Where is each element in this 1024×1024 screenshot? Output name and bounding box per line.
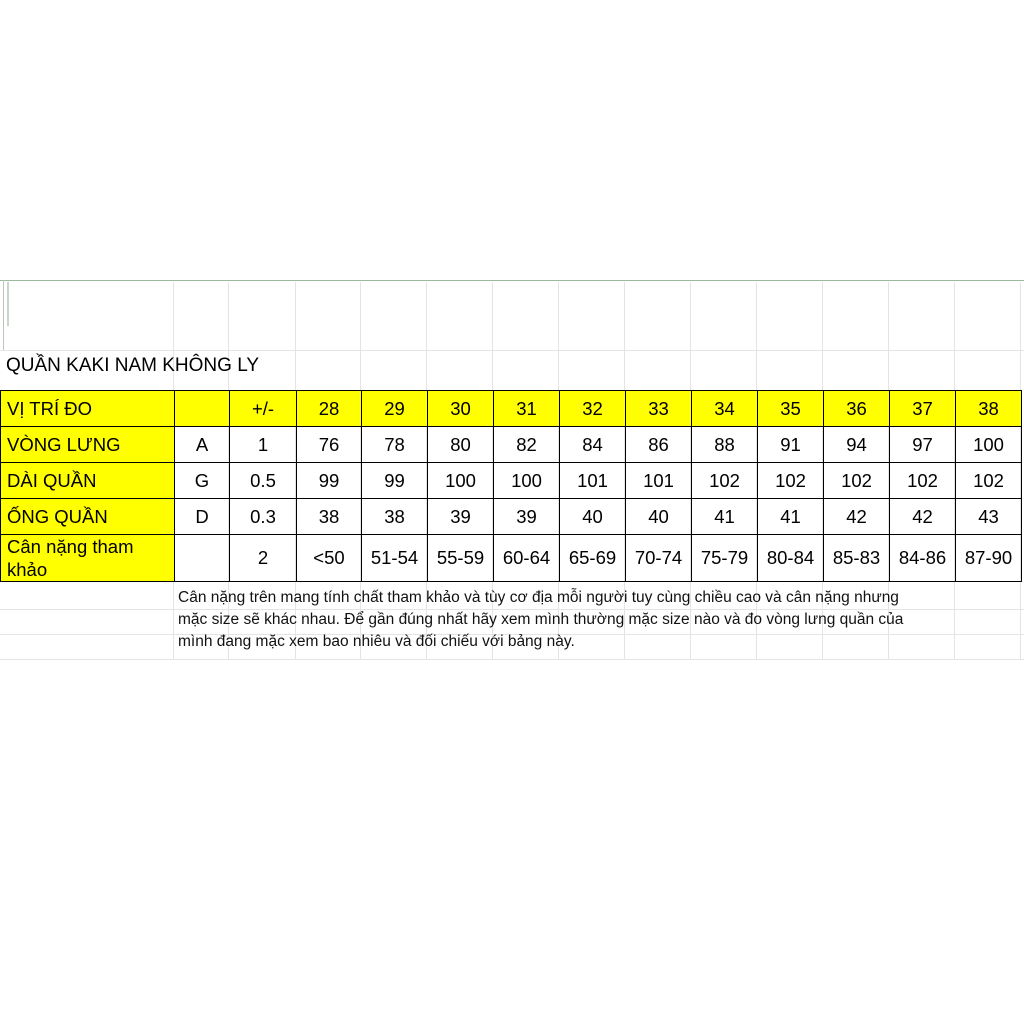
table-cell: 102 bbox=[824, 463, 890, 499]
row-code bbox=[175, 535, 230, 582]
table-cell: 80 bbox=[428, 427, 494, 463]
table-cell: 78 bbox=[362, 427, 428, 463]
table-cell: 101 bbox=[626, 463, 692, 499]
table-cell: 94 bbox=[824, 427, 890, 463]
table-cell: 70-74 bbox=[626, 535, 692, 582]
row-code: G bbox=[175, 463, 230, 499]
table-cell: 75-79 bbox=[692, 535, 758, 582]
table-cell: 39 bbox=[428, 499, 494, 535]
table-cell: 51-54 bbox=[362, 535, 428, 582]
table-cell: 38 bbox=[297, 499, 362, 535]
table-cell: 40 bbox=[626, 499, 692, 535]
table-cell: 102 bbox=[758, 463, 824, 499]
sheet-top-edge bbox=[0, 280, 1024, 281]
size-36: 36 bbox=[824, 391, 890, 427]
row-tolerance: 2 bbox=[230, 535, 297, 582]
table-cell: 91 bbox=[758, 427, 824, 463]
table-cell: 101 bbox=[560, 463, 626, 499]
size-28: 28 bbox=[297, 391, 362, 427]
note-line: Cân nặng trên mang tính chất tham khảo và tùy cơ địa mỗi người tuy cùng chiều cao và cân nặng nhưng bbox=[178, 589, 899, 606]
note-line: mình đang mặc xem bao nhiêu và đối chiếu với bảng này. bbox=[178, 633, 575, 650]
row-label: VÒNG LƯNG bbox=[1, 427, 175, 463]
row-label: Cân nặng tham khảo bbox=[1, 535, 175, 582]
size-37: 37 bbox=[890, 391, 956, 427]
gridline bbox=[0, 659, 1024, 660]
table-cell: 43 bbox=[956, 499, 1022, 535]
size-34: 34 bbox=[692, 391, 758, 427]
sheet-left-edge bbox=[3, 280, 4, 350]
table-cell: 88 bbox=[692, 427, 758, 463]
row-label: DÀI QUẦN bbox=[1, 463, 175, 499]
table-cell: 87-90 bbox=[956, 535, 1022, 582]
table-cell: 102 bbox=[956, 463, 1022, 499]
table-cell: 102 bbox=[692, 463, 758, 499]
table-cell: 39 bbox=[494, 499, 560, 535]
table-cell: 86 bbox=[626, 427, 692, 463]
table-cell: 99 bbox=[362, 463, 428, 499]
table-cell: 65-69 bbox=[560, 535, 626, 582]
table-cell: 41 bbox=[692, 499, 758, 535]
header-code bbox=[175, 391, 230, 427]
table-cell: 102 bbox=[890, 463, 956, 499]
table-cell: 42 bbox=[824, 499, 890, 535]
table-cell: 40 bbox=[560, 499, 626, 535]
header-row bbox=[1, 391, 1022, 427]
table-cell: 42 bbox=[890, 499, 956, 535]
table-cell: 97 bbox=[890, 427, 956, 463]
row-code: A bbox=[175, 427, 230, 463]
table-cell: 84-86 bbox=[890, 535, 956, 582]
row-tolerance: 0.3 bbox=[230, 499, 297, 535]
reference-note bbox=[178, 587, 1024, 653]
size-33: 33 bbox=[626, 391, 692, 427]
table-cell: 76 bbox=[297, 427, 362, 463]
table-cell: 100 bbox=[956, 427, 1022, 463]
table-cell: <50 bbox=[297, 535, 362, 582]
table-cell: 100 bbox=[428, 463, 494, 499]
sheet-left-edge-inner bbox=[7, 282, 9, 326]
header-tolerance: +/- bbox=[230, 391, 297, 427]
header-label: VỊ TRÍ ĐO bbox=[1, 391, 175, 427]
table-row-length bbox=[1, 463, 1022, 499]
table-cell: 55-59 bbox=[428, 535, 494, 582]
size-29: 29 bbox=[362, 391, 428, 427]
table-cell: 41 bbox=[758, 499, 824, 535]
table-row-weight bbox=[1, 535, 1022, 582]
table-row-leg-opening bbox=[1, 499, 1022, 535]
row-tolerance: 0.5 bbox=[230, 463, 297, 499]
table-cell: 99 bbox=[297, 463, 362, 499]
size-31: 31 bbox=[494, 391, 560, 427]
table-title: QUẦN KAKI NAM KHÔNG LY bbox=[6, 355, 260, 376]
row-tolerance: 1 bbox=[230, 427, 297, 463]
size-38: 38 bbox=[956, 391, 1022, 427]
table-cell: 82 bbox=[494, 427, 560, 463]
table-cell: 38 bbox=[362, 499, 428, 535]
size-table bbox=[0, 390, 1022, 582]
row-label: ỐNG QUẦN bbox=[1, 499, 175, 535]
note-line: mặc size sẽ khác nhau. Để gần đúng nhất hãy xem mình thường mặc size nào và đo vòng lưng quần của bbox=[178, 611, 904, 628]
table-cell: 80-84 bbox=[758, 535, 824, 582]
row-code: D bbox=[175, 499, 230, 535]
size-32: 32 bbox=[560, 391, 626, 427]
table-cell: 60-64 bbox=[494, 535, 560, 582]
size-35: 35 bbox=[758, 391, 824, 427]
size-30: 30 bbox=[428, 391, 494, 427]
table-cell: 84 bbox=[560, 427, 626, 463]
table-cell: 100 bbox=[494, 463, 560, 499]
table-cell: 85-83 bbox=[824, 535, 890, 582]
table-row-waist bbox=[1, 427, 1022, 463]
